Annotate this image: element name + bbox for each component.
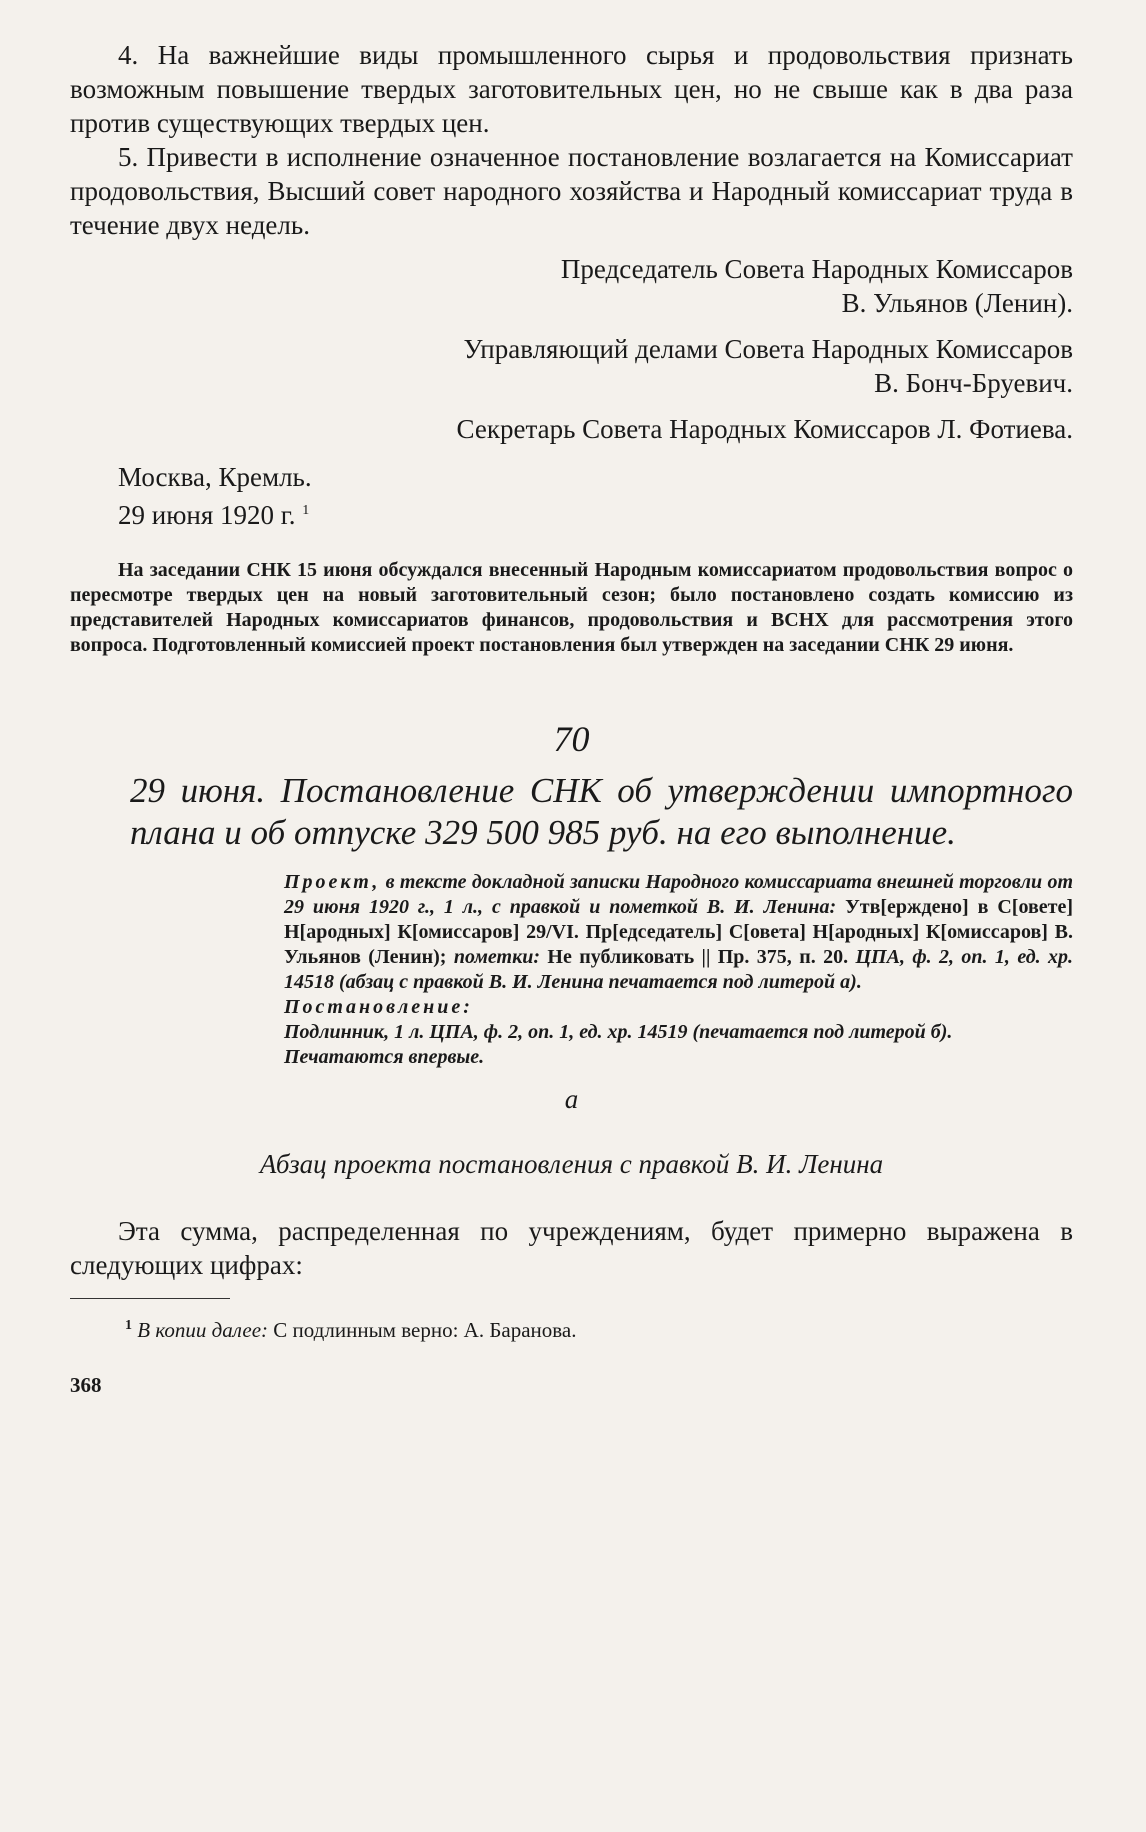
paragraph-4: 4. На важнейшие виды промышленного сырья и продовольствия признать возможным повышение твердых заготовительных цен, но не свыше как в два раза против существующих твердых цен. bbox=[70, 40, 1073, 138]
chair-name: В. Ульянов (Ленин). bbox=[841, 288, 1073, 318]
manager-title: Управляющий делами Совета Народных Комиссаров bbox=[463, 334, 1073, 364]
footnote-label: В копии далее: bbox=[137, 1318, 269, 1342]
footnote bbox=[70, 1313, 1073, 1343]
manager-name: В. Бонч-Бруевич. bbox=[874, 368, 1073, 398]
chair-title: Председатель Совета Народных Комиссаров bbox=[560, 254, 1073, 284]
approval-text: Утв[ерждено] в С[овете] Н[ародных] К[омиссаров] 29/VI. Пр[едседатель] С[овета] Н[ародных] К[омиссаров] В. Ульянов (Ленин); bbox=[284, 896, 1073, 968]
resolution-label: Постановление: bbox=[284, 996, 473, 1018]
document-title: 29 июня. Постановление СНК об утверждении импортного плана и об отпуске 329 500 985 руб. на его выполнение. bbox=[130, 771, 1073, 852]
section-text: Эта сумма, распределенная по учреждениям, будет примерно выражена в следующих цифрах: bbox=[70, 1216, 1073, 1280]
place-line: Москва, Кремль. bbox=[118, 462, 312, 492]
footnote-text: С подлинным верно: А. Баранова. bbox=[268, 1318, 577, 1342]
marks-text: Не публиковать || Пр. 375, п. 20. bbox=[540, 946, 849, 968]
secretary-line: Секретарь Совета Народных Комиссаров Л. Фотиева. bbox=[456, 414, 1073, 444]
document-number: 70 bbox=[553, 719, 590, 759]
date-text: 29 июня 1920 г. bbox=[118, 500, 296, 530]
first-print-note: Печатаются впервые. bbox=[284, 1046, 485, 1068]
source-draft bbox=[284, 870, 1073, 995]
archive-ref-a: ЦПА, ф. 2, оп. 1, ед. хр. 14518 (абзац с правкой В. И. Ленина печатается под литерой а). bbox=[284, 946, 1074, 993]
section-letter: а bbox=[564, 1084, 579, 1114]
marks-label: пометки: bbox=[446, 946, 540, 968]
source-block bbox=[70, 870, 1073, 1070]
resolution-text: Подлинник, 1 л. ЦПА, ф. 2, оп. 1, ед. хр. 14519 (печатается под литерой б). bbox=[284, 1021, 953, 1043]
editorial-note: На заседании СНК 15 июня обсуждался внесенный Народным комиссариатом продовольствия вопрос о пересмотре твердых цен на новый заготовительный сезон; было постановлено создать комиссию из представителей Народных комиссариатов финансов, продовольствия и ВСНХ для рассмотрения этого вопроса. Подготовленный комиссией проект постановления был утвержден на заседании СНК 29 июня. bbox=[70, 559, 1073, 656]
footnote-divider bbox=[70, 1298, 230, 1299]
draft-description: в тексте докладной записки Народного комиссариата внешней торговли от 29 июня 1920 г., 1 л., с правкой и пометкой В. И. Ленина: bbox=[284, 871, 1073, 918]
paragraph-5: 5. Привести в исполнение означенное постановление возлагается на Комиссариат продовольствия, Высший совет народного хозяйства и Народный комиссариат труда в течение двух недель. bbox=[70, 142, 1073, 240]
footnote-marker: 1 bbox=[125, 1318, 132, 1333]
signature-block bbox=[70, 252, 1073, 532]
date-line bbox=[70, 494, 1073, 532]
draft-label: Проект, bbox=[284, 871, 381, 893]
section-title: Абзац проекта постановления с правкой В. И. Ленина bbox=[259, 1149, 884, 1179]
page-number: 368 bbox=[70, 1373, 102, 1397]
footnote-ref: 1 bbox=[302, 503, 310, 518]
document-page bbox=[70, 38, 1073, 1398]
